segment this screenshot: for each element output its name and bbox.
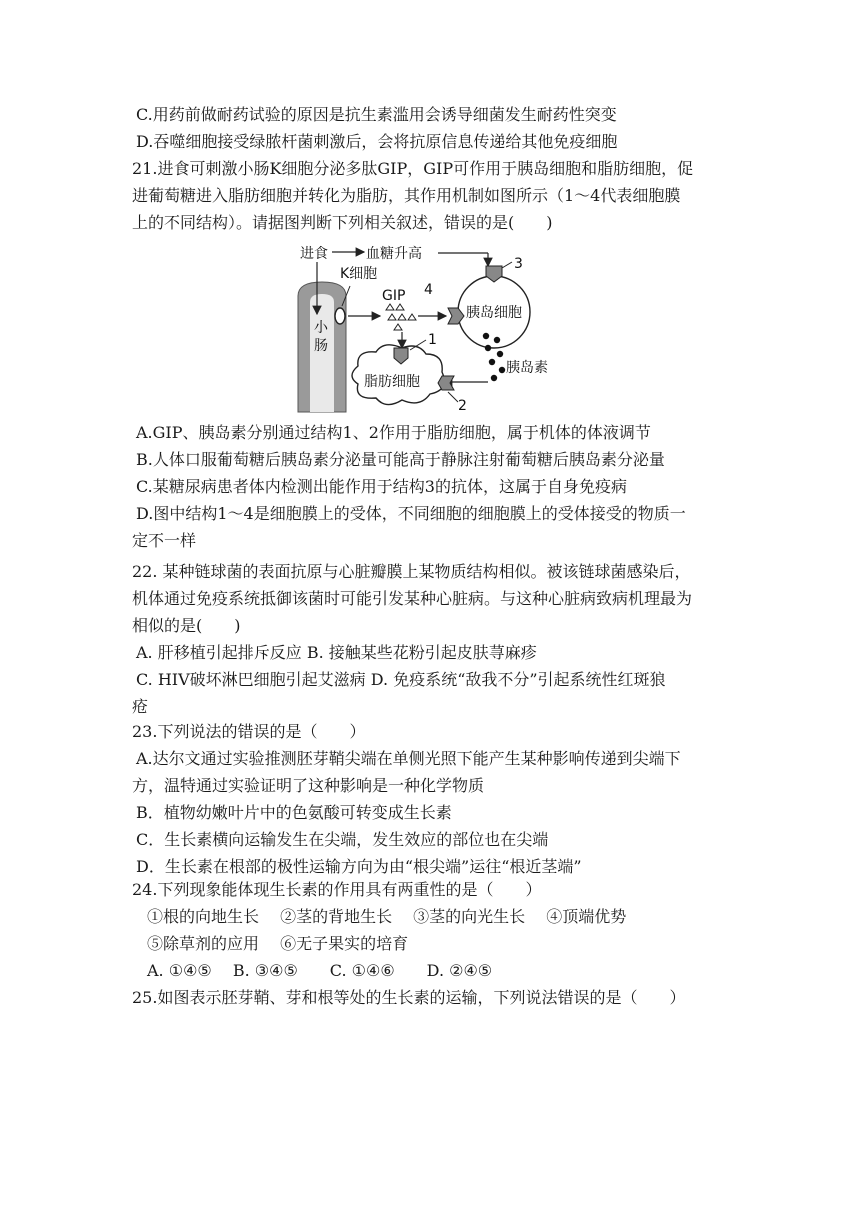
question-23-option-a-2: 方，温特通过实验证明了这种影响是一种化学物质: [132, 776, 485, 795]
question-21-stem-3: 上的不同结构）。请据图判断下列相关叙述，错误的是( ): [132, 213, 553, 232]
islet-cell-label: 胰岛细胞: [466, 305, 522, 321]
k-cell-shape: [335, 308, 345, 324]
receptor-2: [438, 376, 454, 390]
question-22-stem-2: 机体通过免疫系统抵御该菌时可能引发某种心脏病。与这种心脏病致病机理最为: [132, 589, 693, 608]
question-21-option-c: C.某糖尿病患者体内检测出能作用于结构3的抗体，这属于自身免疫病: [136, 477, 627, 496]
question-22-options-cd-2: 疮: [132, 697, 149, 716]
question-22-stem-1: 22. 某种链球菌的表面抗原与心脏瓣膜上某物质结构相似。被该链球菌感染后，: [132, 562, 691, 581]
label-4: 4: [424, 282, 433, 298]
question-24-items-2: ⑤除草剂的应用 ⑥无子果实的培育: [147, 934, 409, 953]
question-24-items-1: ①根的向地生长 ②茎的背地生长 ③茎的向光生长 ④顶端优势: [147, 907, 627, 926]
question-21-stem-2: 进葡萄糖进入脂肪细胞并转化为脂肪，其作用机制如图所示（1～4代表细胞膜: [132, 186, 681, 205]
insulin-label: 胰岛素: [506, 360, 548, 376]
line-d-option-prev: D.吞噬细胞接受绿脓杆菌刺激后，会将抗原信息传递给其他免疫细胞: [136, 132, 618, 151]
label-3: 3: [514, 256, 523, 272]
question-21-option-d-1: D.图中结构1～4是细胞膜上的受体，不同细胞的细胞膜上的受体接受的物质一: [136, 504, 686, 523]
gip-mechanism-figure: [292, 244, 572, 414]
fat-cell-label: 脂肪细胞: [364, 374, 420, 390]
question-24-options: A. ①④⑤ B. ③④⑤ C. ①④⑥ D. ②④⑤: [147, 961, 493, 980]
question-21-option-d-2: 定不一样: [132, 531, 197, 550]
intestine-label-1: 小: [314, 320, 328, 336]
intestine-label-2: 肠: [314, 338, 328, 354]
question-21-stem-1: 21.进食可刺激小肠K细胞分泌多肽GIP，GIP可作用于胰岛细胞和脂肪细胞，促: [132, 159, 694, 178]
question-23-option-a-1: A.达尔文通过实验推测胚芽鞘尖端在单侧光照下能产生某种影响传递到尖端下: [136, 749, 681, 768]
question-23-option-b: B．植物幼嫩叶片中的色氨酸可转变成生长素: [136, 803, 452, 822]
label-1: 1: [428, 332, 437, 348]
question-23-option-d: D．生长素在根部的极性运输方向为由“根尖端”运往“根近茎端”: [136, 857, 582, 876]
question-22-options-ab: A. 肝移植引起排斥反应 B. 接触某些花粉引起皮肤荨麻疹: [136, 643, 537, 662]
question-24-stem: 24.下列现象能体现生长素的作用具有两重性的是（ ）: [132, 880, 542, 899]
gip-triangles: [386, 304, 416, 330]
question-22-options-cd: C. HIV破坏淋巴细胞引起艾滋病 D. 免疫系统“敌我不分”引起系统性红斑狼: [136, 670, 666, 689]
question-23-option-c: C．生长素横向运输发生在尖端，发生效应的部位也在尖端: [136, 830, 549, 849]
question-25-stem: 25.如图表示胚芽鞘、芽和根等处的生长素的运输，下列说法错误的是（ ）: [132, 988, 686, 1007]
question-23-stem: 23.下列说法的错误的是（ ）: [132, 722, 366, 741]
k-cell-label: K细胞: [340, 266, 378, 282]
blood-sugar-label: 血糖升高: [366, 246, 422, 262]
question-21-option-a: A.GIP、胰岛素分别通过结构1、2作用于脂肪细胞，属于机体的体液调节: [136, 423, 651, 442]
label-2: 2: [458, 398, 467, 414]
line-c-option-prev: C.用药前做耐药试验的原因是抗生素滥用会诱导细菌发生耐药性突变: [136, 105, 617, 124]
question-21-option-b: B.人体口服葡萄糖后胰岛素分泌量可能高于静脉注射葡萄糖后胰岛素分泌量: [136, 450, 665, 469]
question-22-stem-3: 相似的是( ): [132, 616, 241, 635]
gip-label: GIP: [382, 288, 406, 304]
eating-label: 进食: [300, 246, 328, 262]
